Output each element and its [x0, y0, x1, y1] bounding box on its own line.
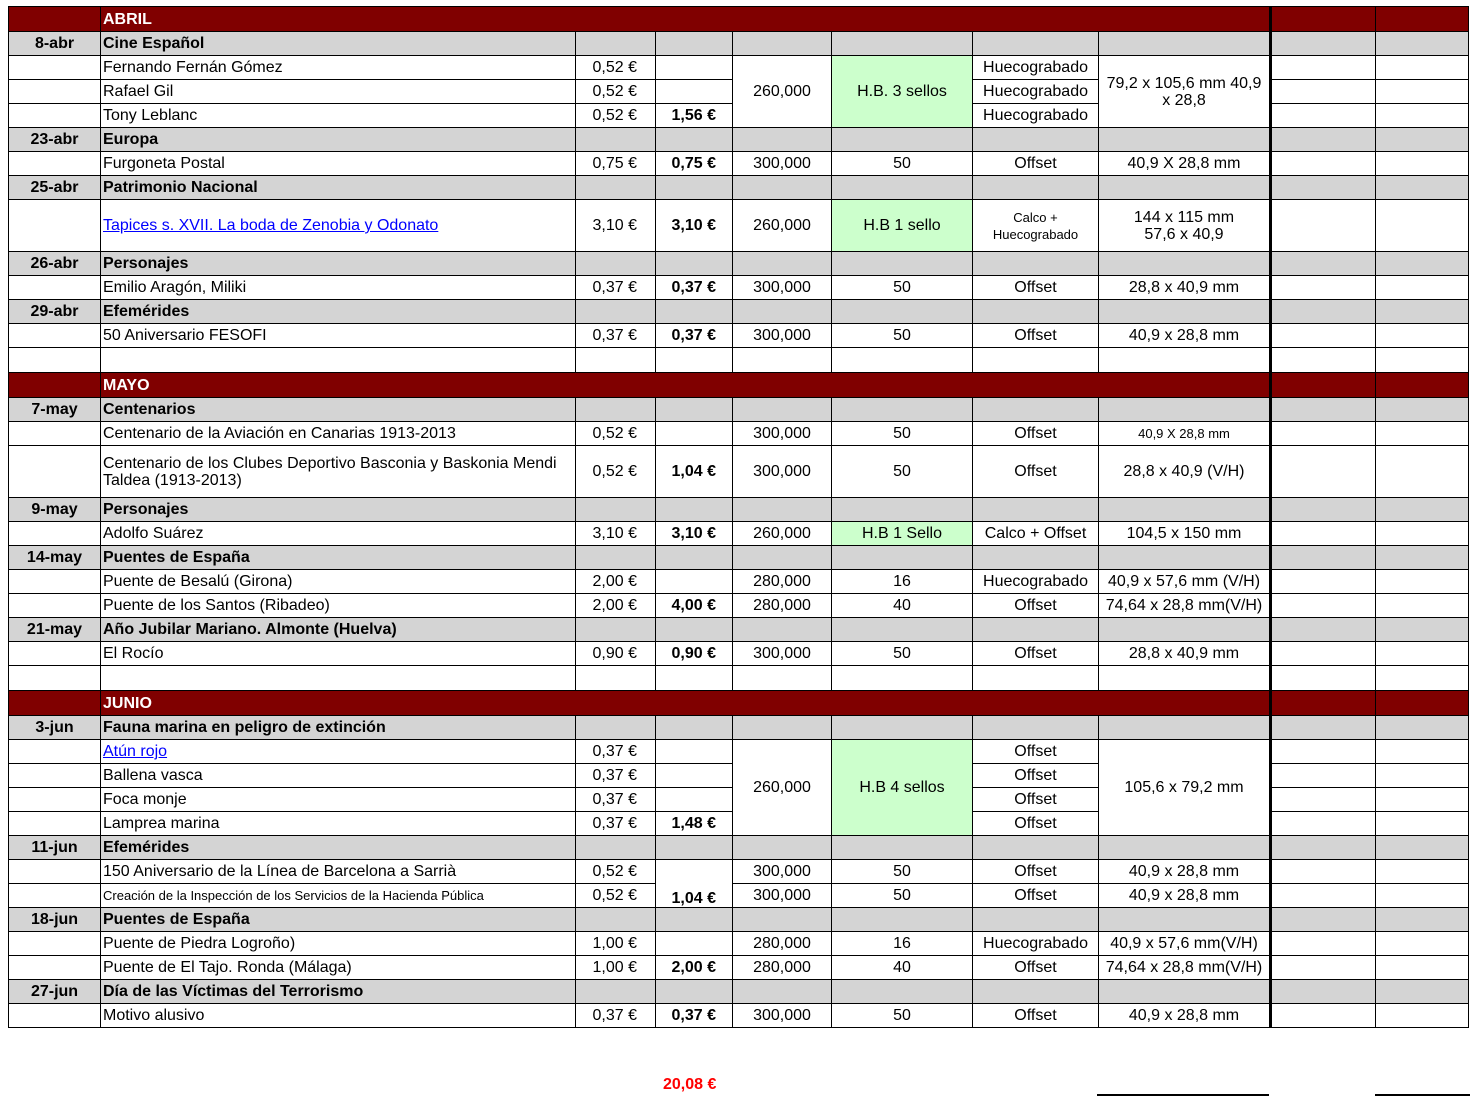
- print-run: 300,000: [733, 1004, 832, 1028]
- print-method: Huecograbado: [973, 570, 1099, 594]
- month-row-abril: [9, 7, 1469, 32]
- print-run: 300,000: [733, 446, 832, 498]
- month-row-junio: [9, 691, 1469, 716]
- category-name: Patrimonio Nacional: [101, 176, 576, 200]
- category-row: [9, 836, 1469, 860]
- stamp-format: 50: [832, 324, 973, 348]
- stamp-price: 0,37 €: [576, 788, 656, 812]
- print-run: 260,000: [733, 522, 832, 546]
- category-row: [9, 176, 1469, 200]
- month-label: ABRIL: [101, 7, 1271, 32]
- category-name: Fauna marina en peligro de extinción: [101, 716, 576, 740]
- issue-date: 25-abr: [9, 176, 101, 200]
- stamp-size: 40,9 x 57,6 mm(V/H): [1099, 932, 1271, 956]
- category-name: Personajes: [101, 252, 576, 276]
- stamp-price: 1,00 €: [576, 956, 656, 980]
- stamp-row: [9, 594, 1469, 618]
- print-method: Huecograbado: [973, 932, 1099, 956]
- issue-date: 3-jun: [9, 716, 101, 740]
- stamp-price: 2,00 €: [576, 570, 656, 594]
- stamp-name: Ballena vasca: [101, 764, 576, 788]
- stamp-name: Adolfo Suárez: [101, 522, 576, 546]
- category-name: Cine Español: [101, 32, 576, 56]
- stamp-size: [1099, 200, 1271, 252]
- issue-total: 3,10 €: [656, 522, 733, 546]
- category-name: Puentes de España: [101, 546, 576, 570]
- issue-date: 7-may: [9, 398, 101, 422]
- stamp-name: Centenario de los Clubes Deportivo Basconia y Baskonia Mendi Taldea (1913-2013): [101, 446, 576, 498]
- stamp-row: [9, 324, 1469, 348]
- stamp-name: Puente de Besalú (Girona): [101, 570, 576, 594]
- stamp-price: 0,90 €: [576, 642, 656, 666]
- print-method: [973, 200, 1099, 252]
- category-row: [9, 128, 1469, 152]
- stamp-price: 0,52 €: [576, 80, 656, 104]
- print-method: Calco + Offset: [973, 522, 1099, 546]
- stamp-price: 0,37 €: [576, 764, 656, 788]
- category-name: Año Jubilar Mariano. Almonte (Huelva): [101, 618, 576, 642]
- stamp-size: 105,6 x 79,2 mm: [1099, 740, 1271, 836]
- stamp-price: 0,52 €: [576, 56, 656, 80]
- stamp-price: 0,37 €: [576, 1004, 656, 1028]
- category-name: Centenarios: [101, 398, 576, 422]
- month-label: MAYO: [101, 373, 1271, 398]
- stamp-format: 50: [832, 884, 973, 908]
- stamp-format: 50: [832, 276, 973, 300]
- stamp-format: 16: [832, 932, 973, 956]
- stamp-name: Puente de los Santos (Ribadeo): [101, 594, 576, 618]
- stamp-issue-calendar: [8, 6, 1469, 1028]
- stamp-price: 0,52 €: [576, 860, 656, 884]
- stamp-format: 50: [832, 152, 973, 176]
- print-run: 300,000: [733, 152, 832, 176]
- stamp-name: Puente de El Tajo. Ronda (Málaga): [101, 956, 576, 980]
- print-method: Offset: [973, 812, 1099, 836]
- print-run: 260,000: [733, 200, 832, 252]
- stamp-row: [9, 884, 1469, 908]
- print-run: 300,000: [733, 324, 832, 348]
- total-underline: [1375, 1094, 1470, 1096]
- stamp-size: 40,9 x 57,6 mm (V/H): [1099, 570, 1271, 594]
- stamp-name: Motivo alusivo: [101, 1004, 576, 1028]
- stamp-size: 40,9 X 28,8 mm: [1099, 422, 1271, 446]
- issue-date: 29-abr: [9, 300, 101, 324]
- stamp-format: 50: [832, 860, 973, 884]
- category-name: Personajes: [101, 498, 576, 522]
- stamp-name: Emilio Aragón, Miliki: [101, 276, 576, 300]
- stamp-name: Tony Leblanc: [101, 104, 576, 128]
- print-method: Offset: [973, 276, 1099, 300]
- stamp-format: 50: [832, 642, 973, 666]
- stamp-row: [9, 56, 1469, 80]
- stamp-size: 40,9 X 28,8 mm: [1099, 152, 1271, 176]
- stamp-format: H.B. 3 sellos: [832, 56, 973, 128]
- issue-total: 0,37 €: [656, 324, 733, 348]
- print-run: 280,000: [733, 932, 832, 956]
- print-method: Offset: [973, 422, 1099, 446]
- stamp-size: 40,9 x 28,8 mm: [1099, 860, 1271, 884]
- stamp-name: Furgoneta Postal: [101, 152, 576, 176]
- print-run: 260,000: [733, 740, 832, 836]
- print-run: 300,000: [733, 422, 832, 446]
- stamp-row: [9, 200, 1469, 252]
- issue-total: 0,37 €: [656, 1004, 733, 1028]
- stamp-format: H.B 1 sello: [832, 200, 973, 252]
- stamp-size: 79,2 x 105,6 mm 40,9 x 28,8: [1099, 56, 1271, 128]
- issue-date: 23-abr: [9, 128, 101, 152]
- issue-date: 9-may: [9, 498, 101, 522]
- stamp-row: [9, 642, 1469, 666]
- category-row: [9, 908, 1469, 932]
- stamp-price: 0,52 €: [576, 446, 656, 498]
- stamp-row: [9, 932, 1469, 956]
- stamp-size: 74,64 x 28,8 mm(V/H): [1099, 956, 1271, 980]
- stamp-row: [9, 446, 1469, 498]
- category-row: [9, 546, 1469, 570]
- print-run: 280,000: [733, 956, 832, 980]
- stamp-row: [9, 570, 1469, 594]
- print-method: Offset: [973, 152, 1099, 176]
- issue-total: 1,56 €: [656, 104, 733, 128]
- print-run: 300,000: [733, 276, 832, 300]
- print-method: Huecograbado: [973, 56, 1099, 80]
- print-method: Offset: [973, 1004, 1099, 1028]
- stamp-name: Puente de Piedra Logroño): [101, 932, 576, 956]
- stamp-format: 40: [832, 594, 973, 618]
- stamp-link[interactable]: Atún rojo: [103, 743, 168, 760]
- issue-date: 27-jun: [9, 980, 101, 1004]
- stamp-price: 0,37 €: [576, 740, 656, 764]
- category-row: [9, 980, 1469, 1004]
- print-method: Offset: [973, 956, 1099, 980]
- stamp-format: 50: [832, 1004, 973, 1028]
- size-line: 144 x 115 mm: [1133, 208, 1235, 226]
- print-method-line: Huecograbado: [992, 226, 1079, 242]
- stamp-format: H.B 1 Sello: [832, 522, 973, 546]
- stamp-price: 0,52 €: [576, 104, 656, 128]
- stamp-size: 28,8 x 40,9 mm: [1099, 642, 1271, 666]
- stamp-format: 16: [832, 570, 973, 594]
- stamp-row: [9, 422, 1469, 446]
- stamp-row: [9, 956, 1469, 980]
- stamp-row: [9, 860, 1469, 884]
- stamp-format: 40: [832, 956, 973, 980]
- spacer-row: [9, 348, 1469, 373]
- stamp-name: 50 Aniversario FESOFI: [101, 324, 576, 348]
- stamp-row: [9, 152, 1469, 176]
- stamp-size: 74,64 x 28,8 mm(V/H): [1099, 594, 1271, 618]
- issue-total: 1,04 €: [656, 446, 733, 498]
- issue-date: 11-jun: [9, 836, 101, 860]
- issue-total: 0,90 €: [656, 642, 733, 666]
- stamp-table: [8, 6, 1469, 1028]
- print-method: Offset: [973, 324, 1099, 348]
- print-method: Huecograbado: [973, 104, 1099, 128]
- total-underline: [1097, 1094, 1269, 1096]
- category-row: [9, 398, 1469, 422]
- stamp-name: 150 Aniversario de la Línea de Barcelona a Sarrià: [101, 860, 576, 884]
- category-name: Efemérides: [101, 300, 576, 324]
- stamp-price: 3,10 €: [576, 200, 656, 252]
- issue-total: 1,04 €: [656, 860, 733, 908]
- grand-total: 20,08 €: [663, 1076, 717, 1093]
- stamp-name: Rafael Gil: [101, 80, 576, 104]
- category-row: [9, 32, 1469, 56]
- stamp-price: 1,00 €: [576, 932, 656, 956]
- stamp-size: 28,8 x 40,9 mm: [1099, 276, 1271, 300]
- size-line: 57,6 x 40,9: [1144, 225, 1224, 243]
- stamp-row: [9, 1004, 1469, 1028]
- print-method: Offset: [973, 788, 1099, 812]
- print-run: 260,000: [733, 56, 832, 128]
- category-row: [9, 252, 1469, 276]
- stamp-row: [9, 522, 1469, 546]
- stamp-name: El Rocío: [101, 642, 576, 666]
- stamp-row: [9, 740, 1469, 764]
- print-method: Offset: [973, 446, 1099, 498]
- issue-total: 3,10 €: [656, 200, 733, 252]
- category-name: Puentes de España: [101, 908, 576, 932]
- stamp-name: Centenario de la Aviación en Canarias 1913-2013: [101, 422, 576, 446]
- print-run: 300,000: [733, 884, 832, 908]
- print-run: 280,000: [733, 570, 832, 594]
- issue-date: 26-abr: [9, 252, 101, 276]
- stamp-size: 40,9 x 28,8 mm: [1099, 1004, 1271, 1028]
- category-name: Día de las Víctimas del Terrorismo: [101, 980, 576, 1004]
- print-method: Offset: [973, 884, 1099, 908]
- category-name: Europa: [101, 128, 576, 152]
- issue-date: 8-abr: [9, 32, 101, 56]
- stamp-row: [9, 276, 1469, 300]
- print-run: 300,000: [733, 642, 832, 666]
- print-method: Offset: [973, 860, 1099, 884]
- print-method-line: Calco +: [1013, 209, 1058, 225]
- stamp-name: Fernando Fernán Gómez: [101, 56, 576, 80]
- print-method: Offset: [973, 642, 1099, 666]
- category-name: Efemérides: [101, 836, 576, 860]
- stamp-price: 2,00 €: [576, 594, 656, 618]
- stamp-name: Creación de la Inspección de los Servicios de la Hacienda Pública: [101, 884, 576, 908]
- stamp-price: 3,10 €: [576, 522, 656, 546]
- print-method: Offset: [973, 594, 1099, 618]
- print-method: Offset: [973, 764, 1099, 788]
- spacer-row: [9, 666, 1469, 691]
- stamp-price: 0,52 €: [576, 422, 656, 446]
- stamp-price: 0,37 €: [576, 812, 656, 836]
- issue-total: 1,48 €: [656, 812, 733, 836]
- month-row-mayo: [9, 373, 1469, 398]
- issue-date: 21-may: [9, 618, 101, 642]
- stamp-format: 50: [832, 446, 973, 498]
- issue-total: 0,37 €: [656, 276, 733, 300]
- category-row: [9, 300, 1469, 324]
- issue-date: 18-jun: [9, 908, 101, 932]
- stamp-name: Foca monje: [101, 788, 576, 812]
- stamp-format: 50: [832, 422, 973, 446]
- category-row: [9, 498, 1469, 522]
- stamp-price: 0,37 €: [576, 276, 656, 300]
- print-run: 300,000: [733, 860, 832, 884]
- stamp-size: 40,9 x 28,8 mm: [1099, 324, 1271, 348]
- stamp-price: 0,37 €: [576, 324, 656, 348]
- stamp-format: H.B 4 sellos: [832, 740, 973, 836]
- stamp-size: 40,9 x 28,8 mm: [1099, 884, 1271, 908]
- print-method: Offset: [973, 740, 1099, 764]
- stamp-size: 28,8 x 40,9 (V/H): [1099, 446, 1271, 498]
- issue-date: 14-may: [9, 546, 101, 570]
- category-row: [9, 716, 1469, 740]
- stamp-link[interactable]: Tapices s. XVII. La boda de Zenobia y Odonato: [103, 217, 439, 234]
- stamp-price: 0,52 €: [576, 884, 656, 908]
- print-method: Huecograbado: [973, 80, 1099, 104]
- issue-total: 0,75 €: [656, 152, 733, 176]
- print-run: 280,000: [733, 594, 832, 618]
- issue-total: 4,00 €: [656, 594, 733, 618]
- issue-total: 2,00 €: [656, 956, 733, 980]
- stamp-name: Lamprea marina: [101, 812, 576, 836]
- stamp-price: 0,75 €: [576, 152, 656, 176]
- category-row: [9, 618, 1469, 642]
- stamp-size: 104,5 x 150 mm: [1099, 522, 1271, 546]
- month-label: JUNIO: [101, 691, 1271, 716]
